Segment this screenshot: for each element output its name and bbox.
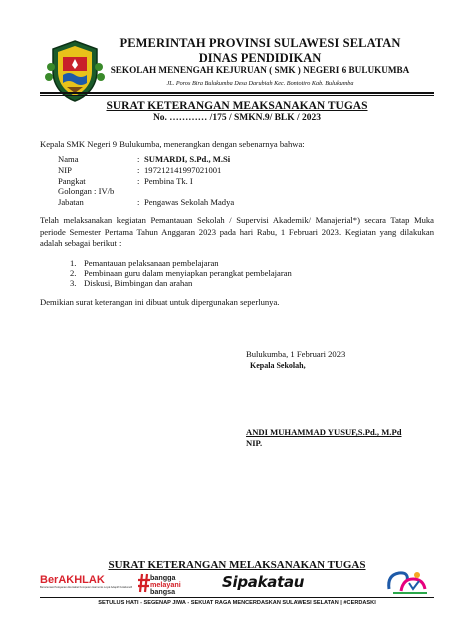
header-address: JL. Poros Bira Bulukumba Desa Darubiah Kec. Bontotiro Kab. Bulukumba xyxy=(166,80,354,87)
field-value-nip: 197212141997021001 xyxy=(144,165,222,175)
field-separator: : xyxy=(137,165,140,175)
bangga-line3: bangsa xyxy=(150,587,176,596)
signer-nip: NIP. xyxy=(246,438,263,448)
bangga-line1: bangga xyxy=(150,573,176,582)
field-value-rank: Pembina Tk. I xyxy=(144,176,193,186)
header-department: DINAS PENDIDIKAN xyxy=(198,51,322,65)
list-item: Pembinaan guru dalam menyiapkan perangkat pembelajaran xyxy=(84,268,292,278)
bangga-line2: melayani xyxy=(150,580,181,589)
activity-paragraph: Telah melaksanakan kegiatan Pemantauan Sekolah / Supervisi Akademik/ Manajerial*) secara Tatap Muka periode Semester Pertama Tahun Anggaran 2023 pada hari Rabu, 1 Februari 2023. Kegiatan yang dilakukan adalah sebagai berikut : xyxy=(40,215,434,248)
field-value-position: Pengawas Sekolah Madya xyxy=(144,197,235,207)
field-separator: : xyxy=(137,176,140,186)
signer-name: ANDI MUHAMMAD YUSUF,S.Pd., M.Pd xyxy=(246,427,402,437)
field-label: Golongan : IV/b xyxy=(58,186,115,196)
berakhlak-logo xyxy=(40,575,130,595)
bangga-melayani-logo xyxy=(150,574,200,596)
field-label: Jabatan xyxy=(58,197,84,207)
bangga-hashtag-icon xyxy=(138,573,150,593)
list-number: 1. xyxy=(70,258,77,268)
header-school: SEKOLAH MENENGAH KEJURUAN ( SMK ) NEGERI 6 BULUKUMBA xyxy=(110,65,410,75)
signer-position: Kepala Sekolah, xyxy=(250,361,306,370)
field-label: NIP xyxy=(58,165,72,175)
field-label: Nama xyxy=(58,154,79,164)
field-label: Pangkat xyxy=(58,176,86,186)
footer-rule xyxy=(40,597,434,598)
header-rule-thick xyxy=(40,92,434,94)
berakhlak-subtitle: Berorientasi Pelayanan Akuntabel Kompeten Harmonis Loyal Adaptif Kolaboratif xyxy=(40,586,132,589)
header-rule-thin xyxy=(40,95,434,96)
field-separator: : xyxy=(137,154,140,164)
list-number: 2. xyxy=(70,268,77,278)
list-item: Diskusi, Bimbingan dan arahan xyxy=(84,278,193,288)
berakhlak-wordmark: BerAKHLAK xyxy=(40,574,105,586)
footer-title: SURAT KETERANGAN MELAKSANAKAN TUGAS xyxy=(108,559,366,571)
opening-text: Kepala SMK Negeri 9 Bulukumba, menerangkan dengan sebenarnya bahwa: xyxy=(40,139,305,149)
cerdaski-logo-icon xyxy=(383,569,433,597)
list-number: 3. xyxy=(70,278,77,288)
field-value-name: SUMARDI, S.Pd., M.Si xyxy=(144,154,231,164)
closing-text: Demikian surat keterangan ini dibuat untuk dipergunakan seperlunya. xyxy=(40,297,280,307)
letter-number: No. ………… /175 / SMKN.9/ BLK / 2023 xyxy=(152,113,322,123)
header-government: PEMERINTAH PROVINSI SULAWESI SELATAN xyxy=(119,36,401,50)
place-date: Bulukumba, 1 Februari 2023 xyxy=(246,349,346,359)
field-separator: : xyxy=(137,197,140,207)
list-item: Pemantauan pelaksanaan pembelajaran xyxy=(84,258,219,268)
sipakatau-logo: Sipakatau xyxy=(222,573,305,591)
letter-title: SURAT KETERANGAN MEAKSANAKAN TUGAS xyxy=(106,100,368,112)
footer-tagline: SETULUS HATI - SEGENAP JIWA - SEKUAT RAGA MENCERDASKAN SULAWESI SELATAN | #CERDASKI xyxy=(98,600,376,606)
